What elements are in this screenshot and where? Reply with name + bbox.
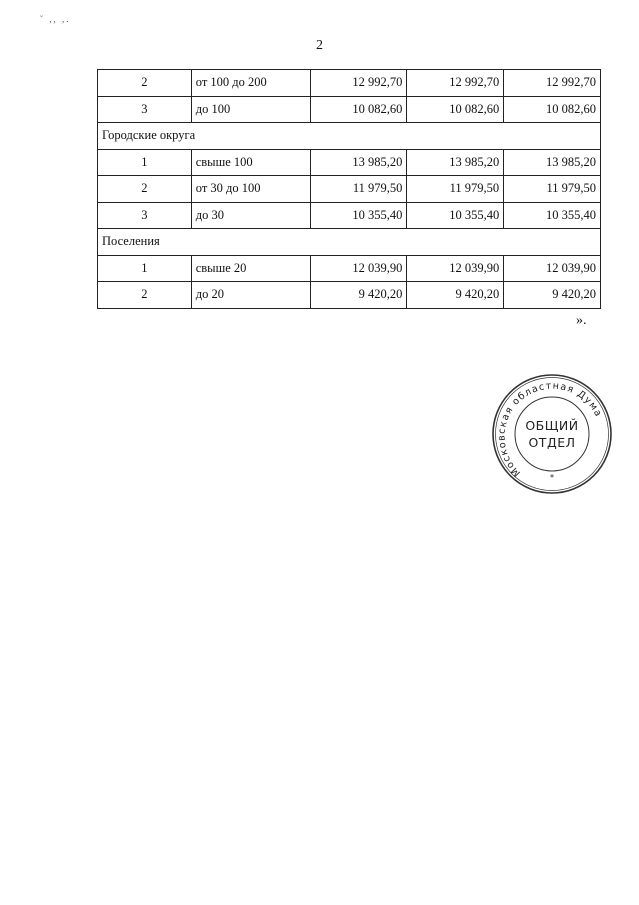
value-cell-3: 12 992,70 bbox=[504, 70, 601, 97]
value-cell-1: 12 992,70 bbox=[310, 70, 407, 97]
stamp-inner-ring bbox=[515, 397, 589, 471]
table-row bbox=[98, 96, 601, 123]
value-cell-2: 10 355,40 bbox=[407, 202, 504, 229]
row-number-cell: 3 bbox=[98, 202, 192, 229]
table-row bbox=[98, 176, 601, 203]
table-row bbox=[98, 255, 601, 282]
stamp-center-line-2: ОТДЕЛ bbox=[528, 435, 576, 450]
value-cell-3: 13 985,20 bbox=[504, 149, 601, 176]
section-label: Городские округа bbox=[98, 123, 601, 150]
row-number-cell: 3 bbox=[98, 96, 192, 123]
row-number-cell: 2 bbox=[98, 70, 192, 97]
table-row bbox=[98, 202, 601, 229]
value-cell-1: 12 039,90 bbox=[310, 255, 407, 282]
value-cell-3: 12 039,90 bbox=[504, 255, 601, 282]
value-cell-3: 10 082,60 bbox=[504, 96, 601, 123]
stamp-center-line-1: ОБЩИЙ bbox=[525, 418, 579, 433]
row-number-cell: 1 bbox=[98, 255, 192, 282]
page-number: 2 bbox=[316, 38, 323, 53]
table-row bbox=[98, 70, 601, 97]
population-range-cell: до 100 bbox=[191, 96, 310, 123]
closing-quote-mark: ». bbox=[576, 313, 587, 328]
value-cell-1: 11 979,50 bbox=[310, 176, 407, 203]
section-label: Поселения bbox=[98, 229, 601, 256]
section-row bbox=[98, 229, 601, 256]
value-cell-1: 10 082,60 bbox=[310, 96, 407, 123]
table-row bbox=[98, 149, 601, 176]
population-range-cell: от 30 до 100 bbox=[191, 176, 310, 203]
value-cell-3: 10 355,40 bbox=[504, 202, 601, 229]
value-cell-3: 11 979,50 bbox=[504, 176, 601, 203]
tariff-table bbox=[97, 69, 601, 309]
population-range-cell: от 100 до 200 bbox=[191, 70, 310, 97]
row-number-cell: 1 bbox=[98, 149, 192, 176]
value-cell-3: 9 420,20 bbox=[504, 282, 601, 309]
stamp-ring-text: Московская областная Дума bbox=[496, 380, 604, 479]
row-number-cell: 2 bbox=[98, 176, 192, 203]
value-cell-2: 11 979,50 bbox=[407, 176, 504, 203]
value-cell-1: 10 355,40 bbox=[310, 202, 407, 229]
value-cell-2: 9 420,20 bbox=[407, 282, 504, 309]
population-range-cell: свыше 100 bbox=[191, 149, 310, 176]
value-cell-2: 12 039,90 bbox=[407, 255, 504, 282]
value-cell-1: 9 420,20 bbox=[310, 282, 407, 309]
table-row bbox=[98, 282, 601, 309]
tariff-table-body bbox=[98, 70, 601, 309]
population-range-cell: до 30 bbox=[191, 202, 310, 229]
value-cell-2: 10 082,60 bbox=[407, 96, 504, 123]
population-range-cell: до 20 bbox=[191, 282, 310, 309]
row-number-cell: 2 bbox=[98, 282, 192, 309]
section-row bbox=[98, 123, 601, 150]
stamp-star: * bbox=[550, 473, 554, 482]
value-cell-2: 12 992,70 bbox=[407, 70, 504, 97]
value-cell-1: 13 985,20 bbox=[310, 149, 407, 176]
scan-corner-marks: ˘ ,, ,. bbox=[40, 14, 71, 24]
organization-stamp bbox=[490, 372, 614, 496]
population-range-cell: свыше 20 bbox=[191, 255, 310, 282]
value-cell-2: 13 985,20 bbox=[407, 149, 504, 176]
